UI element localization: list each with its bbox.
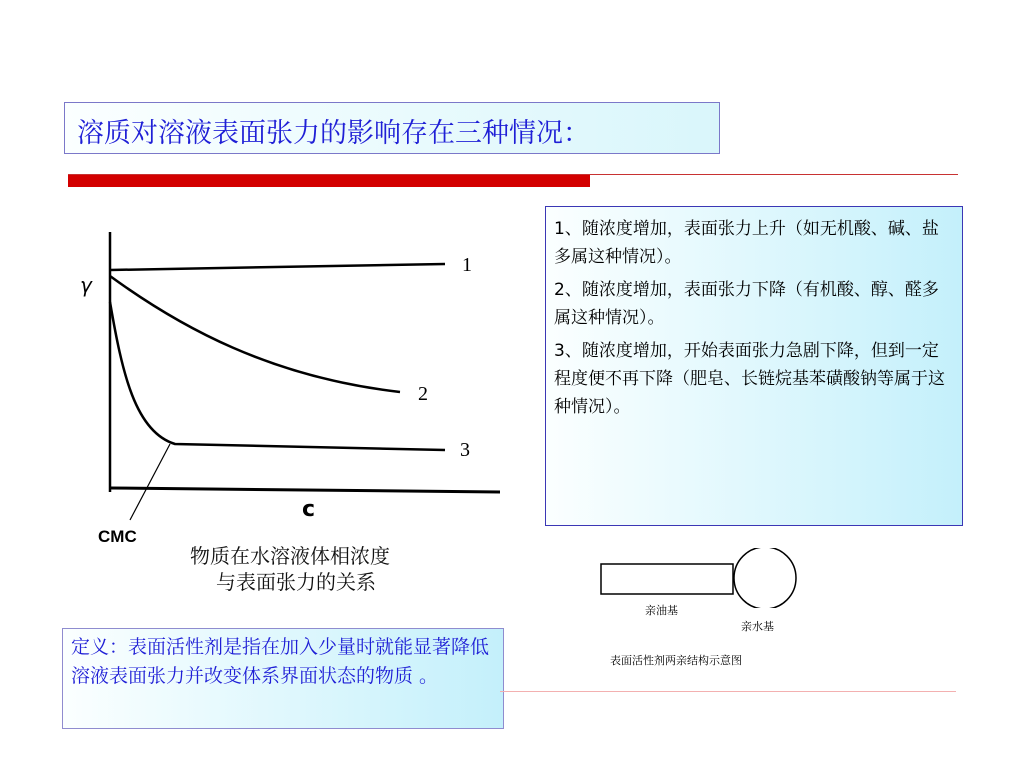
curve-3-label: 3 bbox=[460, 439, 470, 461]
graph-drawing bbox=[70, 222, 500, 594]
slide-title: 溶质对溶液表面张力的影响存在三种情况： bbox=[77, 118, 590, 149]
curve-1 bbox=[110, 264, 445, 270]
case-1: 1、随浓度增加，表面张力上升（如无机酸、碱、盐多属这种情况）。 bbox=[554, 219, 939, 267]
cmc-label: CMC bbox=[98, 527, 137, 546]
hydrophilic-head bbox=[734, 548, 796, 608]
cmc-pointer bbox=[130, 444, 170, 520]
cases-box bbox=[545, 206, 963, 526]
graph-caption-line1: 物质在水溶液体相浓度 bbox=[190, 544, 390, 568]
curve-2-label: 2 bbox=[418, 383, 428, 405]
divider-red-bar bbox=[68, 175, 590, 187]
x-axis-label: c bbox=[302, 497, 316, 522]
case-3: 3、随浓度增加，开始表面张力急剧下降，但到一定程度便不再下降（肥皂、长链烷基苯磺酸钠等属于这种情况）。 bbox=[554, 341, 945, 417]
title-box bbox=[64, 102, 720, 154]
graph-caption bbox=[190, 543, 390, 595]
curve-2 bbox=[110, 276, 400, 392]
x-axis bbox=[110, 488, 500, 492]
lipophilic-tail bbox=[601, 564, 733, 594]
curve-3 bbox=[110, 302, 445, 450]
curve-1-label: 1 bbox=[462, 254, 472, 276]
lipophilic-label: 亲油基 bbox=[645, 604, 678, 617]
surface-tension-graph bbox=[70, 222, 500, 594]
structure-caption: 表面活性剂两亲结构示意图 bbox=[610, 654, 742, 667]
y-axis-label: γ bbox=[80, 273, 92, 297]
divider-bottom bbox=[500, 691, 956, 692]
case-2: 2、随浓度增加，表面张力下降（有机酸、醇、醛多属这种情况）。 bbox=[554, 280, 939, 328]
definition-box bbox=[62, 628, 504, 729]
graph-caption-line2: 与表面张力的关系 bbox=[216, 570, 376, 594]
hydrophilic-label: 亲水基 bbox=[741, 620, 774, 633]
definition-text: 定义：表面活性剂是指在加入少量时就能显著降低溶液表面张力并改变体系界面状态的物质 。 bbox=[71, 636, 490, 687]
amphiphile-diagram bbox=[595, 548, 815, 608]
